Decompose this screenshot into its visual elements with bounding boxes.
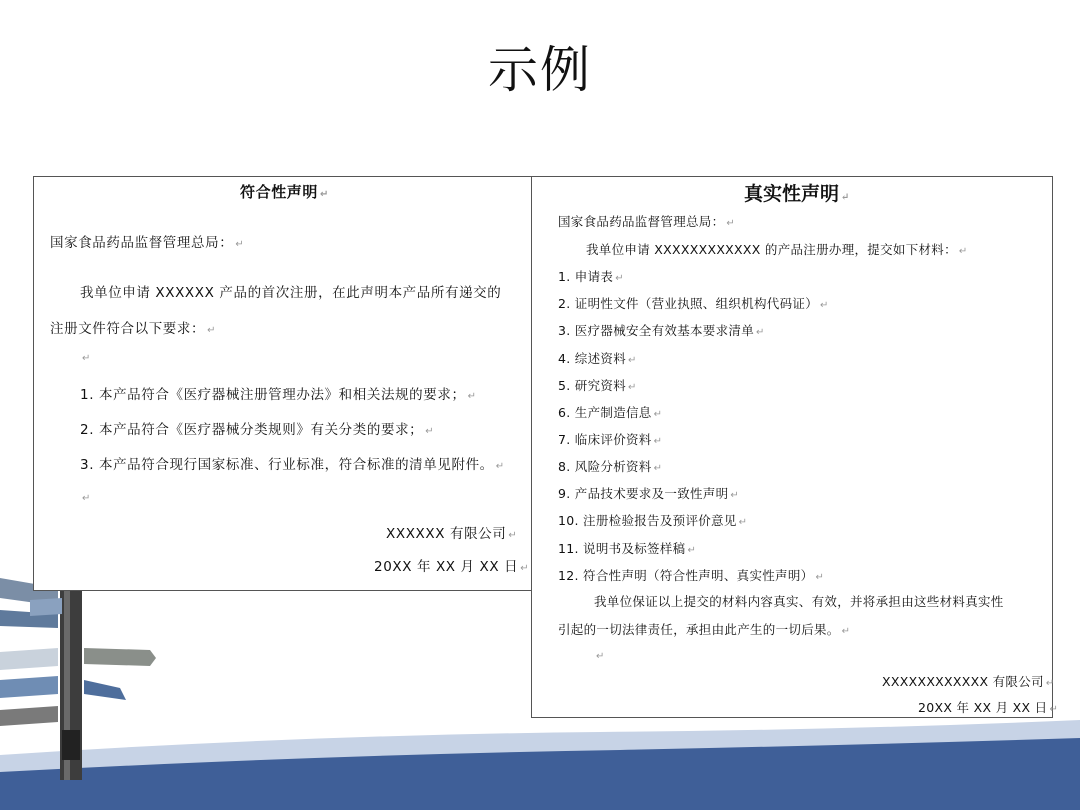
slide-title: 示例 xyxy=(488,41,592,99)
authenticity-declaration-document xyxy=(531,176,1059,718)
requirement-item: 2. 本产品符合《医疗器械分类规则》有关分类的要求； ↵ xyxy=(80,422,435,438)
conformity-declaration-document xyxy=(33,176,535,591)
material-item: 5. 研究资料 ↵ xyxy=(558,378,637,393)
empty-paragraph: ↵ xyxy=(596,651,605,662)
addressee: 国家食品药品监督管理总局： ↵ xyxy=(50,235,245,251)
material-item: 11. 说明书及标签样稿 ↵ xyxy=(558,541,697,556)
declaration-paragraph-line1: 我单位申请 XXXXXX 产品的首次注册，在此声明本产品所有递交的 xyxy=(80,285,502,301)
company-name: XXXXXX 有限公司 ↵ xyxy=(386,526,518,542)
material-item: 1. 申请表 ↵ xyxy=(558,269,624,284)
material-item: 6. 生产制造信息 ↵ xyxy=(558,405,663,420)
empty-paragraph: ↵ xyxy=(82,493,91,504)
material-item: 4. 综述资料 ↵ xyxy=(558,351,637,366)
requirement-item: 3. 本产品符合现行国家标准、行业标准，符合标准的清单见附件。 ↵ xyxy=(80,457,505,473)
addressee: 国家食品药品监督管理总局： ↵ xyxy=(558,214,736,229)
material-item: 7. 临床评价资料 ↵ xyxy=(558,432,663,447)
date: 20XX 年 XX 月 XX 日 ↵ xyxy=(374,559,530,575)
material-item: 12. 符合性声明（符合性声明、真实性声明） ↵ xyxy=(558,568,825,583)
material-item: 2. 证明性文件（营业执照、组织机构代码证） ↵ xyxy=(558,296,829,311)
company-name: XXXXXXXXXXXX 有限公司 ↵ xyxy=(882,674,1055,689)
empty-paragraph: ↵ xyxy=(82,353,91,364)
material-item: 10. 注册检验报告及预评价意见 ↵ xyxy=(558,513,748,528)
material-item: 3. 医疗器械安全有效基本要求清单 ↵ xyxy=(558,323,765,338)
signpost-image xyxy=(0,570,170,780)
material-item: 8. 风险分析资料 ↵ xyxy=(558,459,663,474)
declaration-paragraph-line2: 注册文件符合以下要求： ↵ xyxy=(50,321,217,337)
requirement-item: 1. 本产品符合《医疗器械注册管理办法》和相关法规的要求； ↵ xyxy=(80,387,477,403)
doc-title: 符合性声明 ↵ xyxy=(240,183,329,201)
date: 20XX 年 XX 月 XX 日 ↵ xyxy=(918,700,1059,715)
doc-title: 真实性声明 ↵ xyxy=(744,183,850,205)
closing-paragraph-line2: 引起的一切法律责任，承担由此产生的一切后果。 ↵ xyxy=(558,622,851,637)
intro-line: 我单位申请 XXXXXXXXXXXX 的产品注册办理，提交如下材料： ↵ xyxy=(586,242,968,257)
material-item: 9. 产品技术要求及一致性声明 ↵ xyxy=(558,486,740,501)
closing-paragraph-line1: 我单位保证以上提交的材料内容真实、有效，并将承担由这些材料真实性 xyxy=(594,594,1004,609)
